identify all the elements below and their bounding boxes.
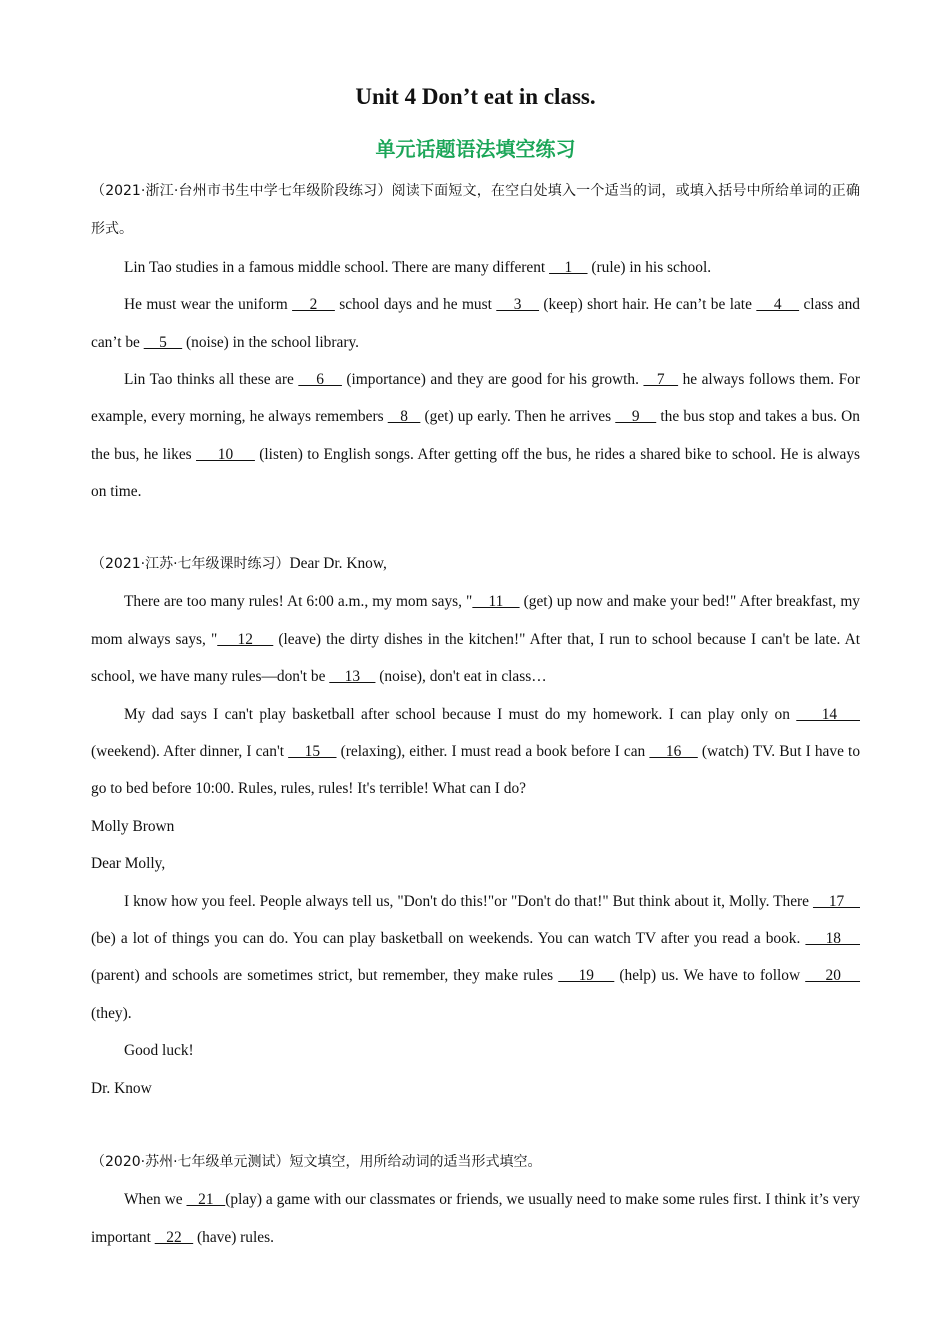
answer-blank[interactable]: 13	[329, 668, 376, 686]
section-3-paragraph-1	[91, 1181, 860, 1256]
passage-text: He must wear the uniform	[124, 296, 293, 314]
passage-text: (keep) short hair. He can’t be late	[539, 296, 757, 314]
answer-blank[interactable]: 3	[496, 296, 540, 314]
passage-text: (parent) and schools are sometimes strict, but remember, they make rules	[91, 967, 559, 985]
passage-text: There are too many rules! At 6:00 a.m., my mom says, "	[124, 593, 473, 611]
section-2-intro	[91, 545, 860, 583]
letter-signature-2: Dr. Know	[91, 1079, 152, 1097]
reply-closing: Good luck!	[124, 1042, 194, 1060]
passage-text: (noise) in the school library.	[182, 333, 359, 351]
passage-text: When we	[124, 1191, 187, 1209]
passage-text: the bus stop and takes a bus. On the bus, he likes	[91, 408, 860, 463]
passage-text: (listen) to English songs. After getting off the bus, he rides a shared bike to school. He is always on time.	[91, 445, 861, 501]
answer-blank[interactable]: 16	[649, 743, 698, 761]
answer-blank[interactable]: 21	[186, 1191, 226, 1209]
passage-text: (noise), don't eat in class…	[375, 668, 547, 686]
letter-greeting: Dear Dr. Know,	[289, 555, 387, 572]
page-subtitle: 单元话题语法填空练习	[375, 137, 576, 161]
section-3	[91, 1143, 860, 1256]
section-1-instruction: 阅读下面短文，在空白处填入一个适当的词，或填入括号中所给单词的正确形式。	[91, 183, 861, 238]
passage-text: (leave) the dirty dishes in the kitchen!" After that, I run to school because I can't be late. At school, we have many rules—don't be	[91, 630, 860, 686]
section-2-source: （2021·江苏·七年级课时练习）	[91, 556, 290, 572]
answer-blank[interactable]: 10	[196, 445, 255, 463]
section-3-instruction: 短文填空，用所给动词的适当形式填空。	[289, 1154, 542, 1170]
section-3-source: （2020·苏州·七年级单元测试）	[91, 1154, 290, 1170]
section-1-intro	[91, 172, 860, 249]
passage-text: (watch) TV. But I have to go to bed before 10:00. Rules, rules, rules! It's terrible! What can I do?	[91, 743, 861, 798]
answer-blank[interactable]: 11	[472, 593, 520, 611]
passage-text: (relaxing), either. I must read a book before I can	[336, 743, 650, 761]
section-1-source: （2021·浙江·台州市书生中学七年级阶段练习）	[91, 183, 392, 199]
reply-greeting: Dear Molly,	[91, 855, 166, 873]
passage-text: (importance) and they are good for his growth.	[341, 371, 644, 389]
passage-text: (they).	[91, 1004, 132, 1022]
answer-blank[interactable]: 17	[812, 892, 860, 910]
section-1-paragraph-2	[91, 286, 860, 361]
passage-text: (get) up early. Then he arrives	[420, 408, 616, 426]
section-2	[91, 545, 860, 1107]
section-2-paragraph-2	[91, 696, 860, 808]
section-3-intro	[91, 1143, 860, 1181]
answer-blank[interactable]: 5	[143, 333, 183, 351]
answer-blank[interactable]: 2	[292, 296, 335, 314]
answer-blank[interactable]: 18	[805, 930, 860, 948]
passage-text: (help) us. We have to follow	[614, 967, 806, 985]
passage-text: Lin Tao studies in a famous middle school. There are many different	[124, 258, 550, 276]
answer-blank[interactable]: 14	[796, 705, 860, 723]
answer-blank[interactable]: 9	[615, 408, 657, 426]
passage-text: (rule) in his school.	[587, 258, 712, 276]
answer-blank[interactable]: 19	[558, 967, 615, 985]
answer-blank[interactable]: 22	[154, 1228, 194, 1246]
passage-text: (be) a lot of things you can do. You can play basketball on weekends. You can watch TV after you read a book.	[91, 930, 806, 948]
answer-blank[interactable]: 1	[549, 258, 588, 276]
answer-blank[interactable]: 8	[387, 408, 421, 426]
passage-text: class and can’t be	[91, 296, 861, 351]
passage-text: he always follows them. For example, every morning, he always remembers	[91, 371, 860, 426]
passage-text: (weekend). After dinner, I can't	[91, 743, 289, 761]
section-1	[91, 172, 860, 511]
passage-text: I know how you feel. People always tell us, "Don't do this!"or "Don't do that!" But think about it, Molly. There	[124, 892, 813, 910]
answer-blank[interactable]: 7	[643, 371, 679, 389]
answer-blank[interactable]: 6	[298, 371, 342, 389]
passage-text: (get) up now and make your bed!" After breakfast, my mom always says, "	[91, 593, 860, 648]
passage-text: (play) a game with our classmates or friends, we usually need to make some rules first. I think it’s very important	[91, 1191, 860, 1246]
answer-blank[interactable]: 15	[288, 743, 337, 761]
section-1-paragraph-1	[91, 249, 860, 286]
answer-blank[interactable]: 4	[756, 296, 800, 314]
section-1-paragraph-3	[91, 361, 860, 511]
passage-text: (have) rules.	[193, 1228, 274, 1246]
passage-text: school days and he must	[334, 296, 497, 314]
letter-signature-1: Molly Brown	[91, 817, 175, 835]
passage-text: Lin Tao thinks all these are	[124, 371, 299, 389]
section-2-paragraph-1	[91, 583, 860, 695]
page-title: Unit 4 Don’t eat in class.	[355, 84, 596, 109]
section-2-paragraph-3	[91, 883, 860, 1033]
answer-blank[interactable]: 20	[805, 967, 861, 985]
answer-blank[interactable]: 12	[217, 630, 274, 648]
passage-text: My dad says I can't play basketball after school because I must do my homework. I can play only on	[124, 705, 797, 723]
